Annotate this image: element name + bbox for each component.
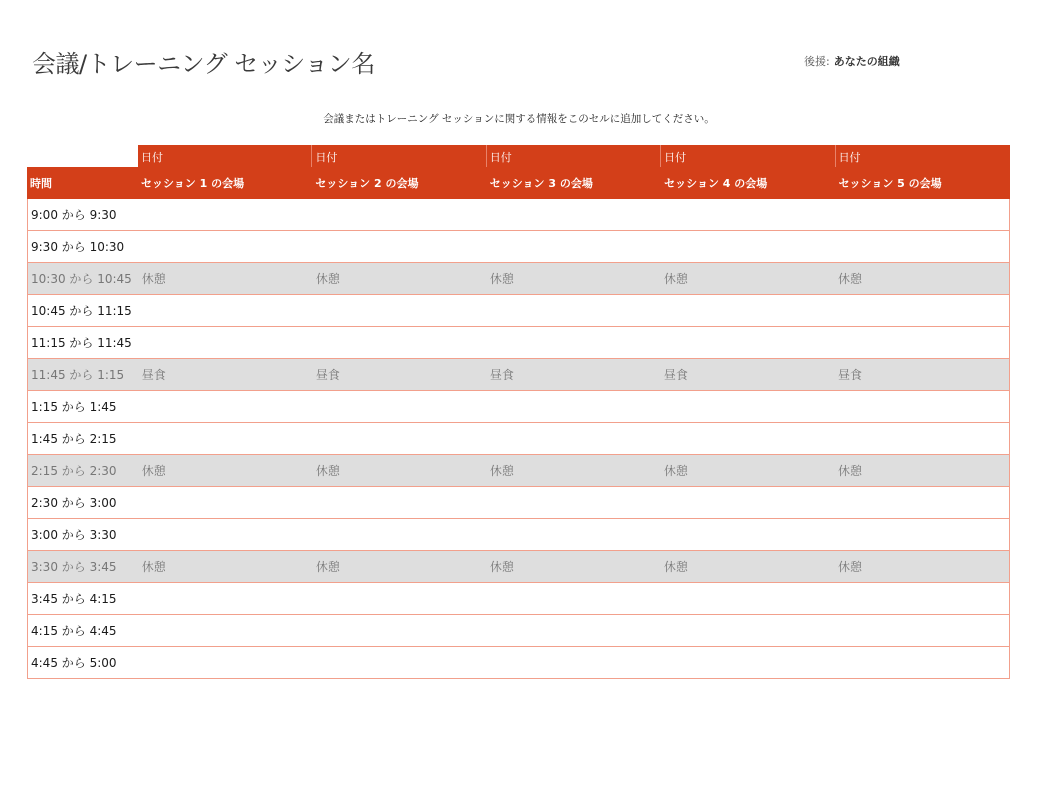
date-cell[interactable]: 日付 xyxy=(138,145,312,167)
date-cell[interactable]: 日付 xyxy=(661,145,835,167)
schedule-row xyxy=(28,390,1009,422)
venue-header[interactable]: セッション 4 の会場 xyxy=(664,177,768,190)
time-cell[interactable]: 11:15 から 11:45 xyxy=(31,336,132,350)
session-cell[interactable]: 休憩 xyxy=(141,272,166,286)
break-row xyxy=(28,262,1009,294)
time-cell[interactable]: 1:15 から 1:45 xyxy=(31,400,117,414)
time-cell[interactable]: 10:45 から 11:15 xyxy=(31,304,132,318)
time-cell[interactable]: 3:45 から 4:15 xyxy=(31,592,117,606)
venue-header[interactable]: セッション 2 の会場 xyxy=(315,177,419,190)
time-cell[interactable]: 3:00 から 3:30 xyxy=(31,528,117,542)
time-column-header[interactable]: 時間 xyxy=(30,177,52,190)
date-cell[interactable]: 日付 xyxy=(836,145,1010,167)
session-cell[interactable]: 休憩 xyxy=(663,272,688,286)
time-cell[interactable]: 2:15 から 2:30 xyxy=(31,464,117,478)
venue-header[interactable]: セッション 5 の会場 xyxy=(838,177,942,190)
session-cell[interactable]: 休憩 xyxy=(663,560,688,574)
schedule-row xyxy=(28,614,1009,646)
schedule-row xyxy=(28,294,1009,326)
time-cell[interactable]: 4:45 から 5:00 xyxy=(31,656,117,670)
session-cell[interactable]: 昼食 xyxy=(315,368,340,382)
date-cell[interactable]: 日付 xyxy=(312,145,486,167)
date-row-spacer xyxy=(27,145,138,167)
time-cell[interactable]: 9:00 から 9:30 xyxy=(31,208,117,222)
sponsor-label: 後援: xyxy=(804,55,830,68)
time-cell[interactable]: 3:30 から 3:45 xyxy=(31,560,117,574)
header-row xyxy=(27,167,1010,199)
session-cell[interactable]: 休憩 xyxy=(315,464,340,478)
break-row xyxy=(28,454,1009,486)
break-row xyxy=(28,358,1009,390)
schedule-row xyxy=(28,646,1009,678)
venue-header[interactable]: セッション 3 の会場 xyxy=(489,177,593,190)
schedule-row xyxy=(28,486,1009,518)
session-cell[interactable]: 休憩 xyxy=(489,272,514,286)
session-cell[interactable]: 休憩 xyxy=(141,464,166,478)
session-cell[interactable]: 昼食 xyxy=(489,368,514,382)
schedule-table xyxy=(27,145,1010,679)
page-title[interactable]: 会議/トレーニング セッション名 xyxy=(32,50,375,78)
session-cell[interactable]: 休憩 xyxy=(141,560,166,574)
session-cell[interactable]: 昼食 xyxy=(141,368,166,382)
session-cell[interactable]: 休憩 xyxy=(837,272,862,286)
session-cell[interactable]: 休憩 xyxy=(663,464,688,478)
sponsor-organization[interactable]: あなたの組織 xyxy=(833,55,900,68)
schedule-row xyxy=(28,422,1009,454)
date-row xyxy=(27,145,1010,167)
schedule-body xyxy=(27,199,1010,679)
schedule-row xyxy=(28,326,1009,358)
schedule-row xyxy=(28,199,1009,230)
schedule-row xyxy=(28,582,1009,614)
description-cell[interactable]: 会議またはトレーニング セッションに関する情報をこのセルに追加してください。 xyxy=(323,113,715,125)
schedule-row xyxy=(28,230,1009,262)
time-cell[interactable]: 1:45 から 2:15 xyxy=(31,432,117,446)
time-cell[interactable]: 4:15 から 4:45 xyxy=(31,624,117,638)
time-cell[interactable]: 10:30 から 10:45 xyxy=(31,272,132,286)
sponsor-line xyxy=(804,53,900,69)
time-cell[interactable]: 11:45 から 1:15 xyxy=(31,368,125,382)
schedule-row xyxy=(28,518,1009,550)
session-cell[interactable]: 休憩 xyxy=(489,464,514,478)
time-cell[interactable]: 2:30 から 3:00 xyxy=(31,496,117,510)
time-cell[interactable]: 9:30 から 10:30 xyxy=(31,240,125,254)
venue-header[interactable]: セッション 1 の会場 xyxy=(141,177,245,190)
session-cell[interactable]: 休憩 xyxy=(315,560,340,574)
session-cell[interactable]: 休憩 xyxy=(837,560,862,574)
session-cell[interactable]: 昼食 xyxy=(837,368,862,382)
session-cell[interactable]: 休憩 xyxy=(315,272,340,286)
break-row xyxy=(28,550,1009,582)
session-cell[interactable]: 休憩 xyxy=(489,560,514,574)
session-cell[interactable]: 昼食 xyxy=(663,368,688,382)
date-cell[interactable]: 日付 xyxy=(487,145,661,167)
session-cell[interactable]: 休憩 xyxy=(837,464,862,478)
